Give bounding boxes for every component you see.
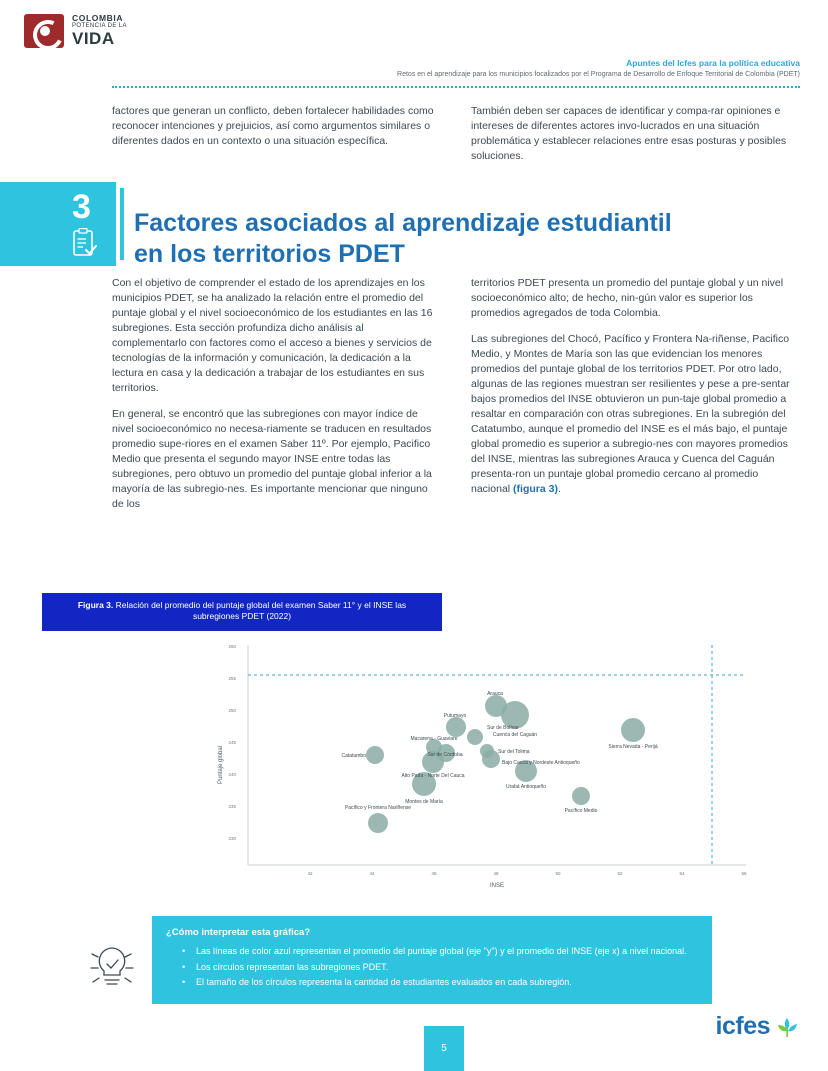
svg-text:Sur del Tolima: Sur del Tolima [498,749,530,755]
document-header [397,58,800,78]
icfes-leaf-icon [774,1014,800,1040]
intro-columns [112,104,800,164]
scatter-plot-svg [206,637,754,899]
page-title: Factores asociados al aprendizaje estudiantil en los territorios PDET [134,209,672,268]
svg-text:42: 42 [307,871,313,876]
figure-3-chart [206,637,754,899]
svg-text:240: 240 [228,772,236,777]
svg-text:50: 50 [555,871,561,876]
svg-text:52: 52 [617,871,623,876]
svg-text:Cuenca del Caguán: Cuenca del Caguán [492,732,538,738]
svg-text:Arauca: Arauca [487,691,503,697]
x-axis-label: INSE [489,883,505,889]
colombia-logo [24,14,127,48]
list-item: • El tamaño de los círculos representa la cantidad de estudiantes evaluados en cada subregión. [182,976,698,990]
page-number: 5 [424,1026,464,1071]
section-number: 3 [72,188,91,226]
body-column-right [471,276,800,523]
how-to-read-box [152,916,712,1004]
svg-text:230: 230 [228,836,236,841]
list-item: • Las líneas de color azul representan el promedio del puntaje global (eje "y") y el promedio del INSE (eje x) a nivel nacional. [182,945,698,959]
lightbulb-idea-icon [85,938,139,998]
svg-text:54: 54 [679,871,685,876]
body-paragraph-right-2-text: Las subregiones del Chocó, Pacífico y Frontera Na-riñense, Pacifico Medio, y Montes de María son las que evidencian los menores promedios del puntaje global de los territorios PDET. Por otro lado, algunas de las regiones muestran ser resilientes y pese a pre-sentar bajos promedios del INSE obtuvieron un pun-taje global promedio a resaltar en comparación con otras subregiones. En la subregión del Catatumbo, aunque el promedio del INSE es el más bajo, el puntaje global promedio es superior a subregio-nes con mayores promedios del INSE, mientras las subregiones Arauca y Cuenca del Caguán presenta-ron un puntaje global promedio cercano al promedio nacional [471,333,790,495]
body-paragraph-right-2 [471,332,800,497]
list-item: • Los círculos representan las subregiones PDET. [182,961,698,975]
svg-text:56: 56 [741,871,747,876]
svg-text:48: 48 [493,871,499,876]
svg-text:Pacífico y Frontera Nariñense: Pacífico y Frontera Nariñense [344,805,412,811]
svg-text:235: 235 [228,804,236,809]
intro-column-right: También deben ser capaces de identificar y compa-rar opiniones e intereses de diferentes actores invo-lucrados en una situación problemática y establecer relaciones entre esas posturas y posibles soluciones. [471,105,787,162]
colombia-logo-text [72,14,127,47]
header-title: Apuntes del Icfes para la política educativa [626,58,800,68]
logo-line-3: VIDA [72,28,115,48]
svg-text:245: 245 [228,740,236,745]
body-paragraph-left-2: En general, se encontró que las subregiones con mayor índice de nivel socioeconómico no necesa-riamente se traducen en resultados promedio supe-riores en el examen Saber 11º. Por ejemplo, Pacifico Medio que presenta el segundo mayor INSE entre todas las subregiones, pero obtuvo un promedio del puntaje global inferior a la mayoría de las subregio-nes. Es importante mencionar que ninguno de los [112,408,432,510]
body-paragraph-right-1: territorios PDET presenta un promedio del puntaje global y un nivel socioeconómico alto; de hecho, nin-gún valor es superior los promedios agregados de toda Colombia. [471,277,784,319]
icfes-logo [716,1012,800,1041]
svg-text:Bajo Cauca y Nordeste Antioque: Bajo Cauca y Nordeste Antioqueño [502,760,580,766]
logo-line-2: POTENCIA DE LA [72,23,127,30]
svg-text:Alto Patía - Norte Del Cauca: Alto Patía - Norte Del Cauca [401,773,465,779]
icfes-wordmark: icfes [715,1012,770,1040]
intro-column-left: factores que generan un conflicto, deben fortalecer habilidades como reconocer intenciones y prejuicios, así como argumentos similares o diferentes dados en un contexto o una situación específica. [112,105,434,147]
body-column-left [112,276,441,523]
svg-text:250: 250 [228,708,236,713]
how-to-read-title: ¿Cómo interpretar esta gráfica? [166,927,311,938]
x-tick-labels [307,871,747,876]
svg-text:Putumayo: Putumayo [443,713,467,719]
svg-text:46: 46 [431,871,437,876]
svg-text:255: 255 [228,676,236,681]
section-accent-bar [120,188,124,260]
svg-text:Urabá Antioqueño: Urabá Antioqueño [505,784,547,790]
svg-text:Catatumbo: Catatumbo [341,753,366,759]
svg-text:Sierra Nevada - Perijá: Sierra Nevada - Perijá [608,744,658,750]
svg-text:260: 260 [228,644,236,649]
figure-caption-bar [42,593,442,631]
body-paragraph-right-2-end: . [557,483,561,495]
svg-text:44: 44 [369,871,375,876]
how-to-read-list [166,945,698,990]
figure-caption-text: Relación del promedio del puntaje global del examen Saber 11° y el INSE las subregiones PDET (2022) [115,600,407,622]
section-band [0,182,116,266]
y-tick-labels [228,644,236,841]
svg-text:Sur de Córdoba: Sur de Córdoba [427,752,463,758]
body-columns [112,276,800,523]
svg-text:Macarena - Guaviare: Macarena - Guaviare [410,736,458,742]
y-axis-label: Puntaje global [218,745,224,785]
header-subtitle: Retos en el aprendizaje para los municipios focalizados por el Programa de Desarrollo de Enfoque Territorial de Colombia (PDET) [397,71,800,78]
header-divider [112,86,800,88]
figure-label: Figura 3. [77,600,114,610]
svg-text:Pacífico Medio: Pacífico Medio [564,808,598,814]
body-paragraph-left-1: Con el objetivo de comprender el estado de los aprendizajes en los municipios PDET, se ha analizado la relación entre el promedio del puntaje global y el nivel socioeconómico de los estudiantes en las 16 subregiones. Esta sección profundiza dicho análisis al complementarlo con factores como el acceso a bienes y servicios de tecnologías de la información y comunicación, la dedicación a la lectura en casa y la dedicación a trabajar de los estudiantes en sus territorios. [112,277,433,394]
svg-text:Montes de María: Montes de María [405,799,443,805]
svg-text:Sur de Bolívar: Sur de Bolívar [487,725,519,731]
colombia-logo-icon [24,14,64,48]
figure-reference-link[interactable]: (figura 3) [513,483,558,495]
logo-line-1: COLOMBIA [72,13,124,24]
clipboard-check-icon [72,228,98,258]
